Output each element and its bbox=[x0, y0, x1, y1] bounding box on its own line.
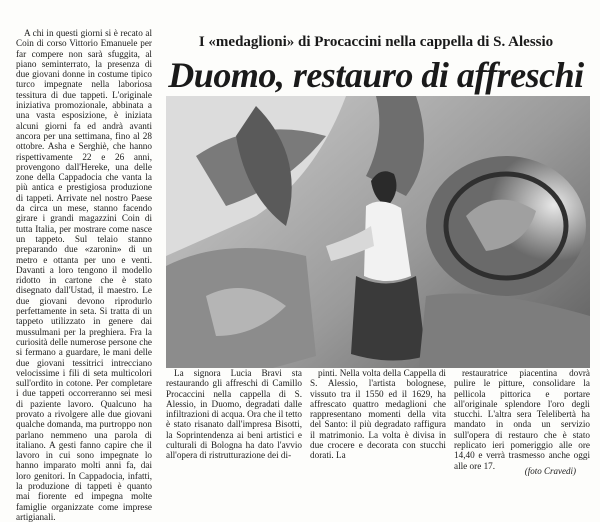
body-column-3-text: restauratrice piacentina dovrà pulire le pitture, consolidare la pellicola pittorica e portare all'originale splendore l'oro degli stucchi. L'altra sera Telelibertà ha mandato in onda un servizio sull'opera di restauro che è stato replicato ieri pomeriggio alle ore 14,40 e verrà trasmesso anche oggi alle ore 17. bbox=[454, 368, 590, 471]
photo-credit: (foto Cravedi) bbox=[524, 466, 576, 476]
credit-row bbox=[166, 462, 590, 478]
body-column-2-text: pinti. Nella volta della Cappella di S. Alessio, l'artista bolognese, vissuto tra il 1550 ed il 1629, ha affrescato quattro medaglioni che rappresentano momenti della vita del Santo: il più degradato raffigura il matrimonio. La volta è divisa in due crocere e decorata con stucchi dorati. La bbox=[310, 368, 446, 461]
article-kicker: I «medaglioni» di Procaccini nella cappella di S. Alessio bbox=[198, 34, 554, 50]
left-article-text: A chi in questi giorni si è recato al Coin di corso Vittorio Emanuele per far compere non sarà sfuggita, al piano seminterrato, la presenza di due giovani donne in costume tipico turco impegnate nella laboriosa tessitura di due tappeti. L'originale iniziativa promozionale, abbinata a una vasta esposizione, è iniziata alcuni giorni fa ed andrà avanti ancora per una settimana, fino al 28 ottobre. Asha e Serghiè, che hanno rispettivamente 22 e 26 anni, provengono dall'Hereke, una delle zone della Cappadocia che vanta la più antica e prestigiosa produzione di tappeti. Arrivate nel nostro Paese da circa un mese, stanno facendo girare i grandi magazzini Coin di tutta Italia, per mostrare come nasce un tappeto. Sul telaio stanno preparando due «zaronin» di un metro e ottanta per uno e venti. Davanti a loro tengono il modello ridotto in cartone che è stato disegnato dall'Ustad, il maestro. Le due giovani devono riprodurlo perfettamente in seta. Si tratta di un tappeto utilizzato in genere dai mussulmani per la preghiera. Fra la curiosità delle numerose persone che si fermano a guardare, le mani delle due giovani tessitrici intrecciano velocissime i fili di seta multicolori sull'ordito in cotone. Per completare i due tappeti occorreranno sei mesi di paziente lavoro. Qualcuno ha provato a rivolgere alle due giovani qualche domanda, ma purtroppo non parlano nemmeno una parola di italiano. A gesti fanno capire che il lavoro in cui sono impegnate lo hanno imparato molti anni fa, dai loro genitori. In Cappadocia, infatti, la produzione di tappeti è quanto mai fiorente ed impegna molte famiglie organizzate come imprese artigianali. bbox=[16, 28, 152, 522]
body-column-1 bbox=[166, 368, 302, 468]
article-headline: Duomo, restauro di affreschi bbox=[168, 55, 584, 95]
body-column-2 bbox=[310, 368, 446, 468]
body-column-1-text: La signora Lucia Bravi sta restaurando gli affreschi di Camillo Procaccini nella cappella di S. Alessio, in Duomo, degradati dalle infiltrazioni di acqua. Ora che il tetto è stato risanato dall'impresa Bisotti, la Soprintendenza ai beni artistici e culturali di Bologna ha dato l'avvio all'opera di ristrutturazione dei di- bbox=[166, 368, 302, 461]
left-article-column bbox=[16, 28, 152, 522]
